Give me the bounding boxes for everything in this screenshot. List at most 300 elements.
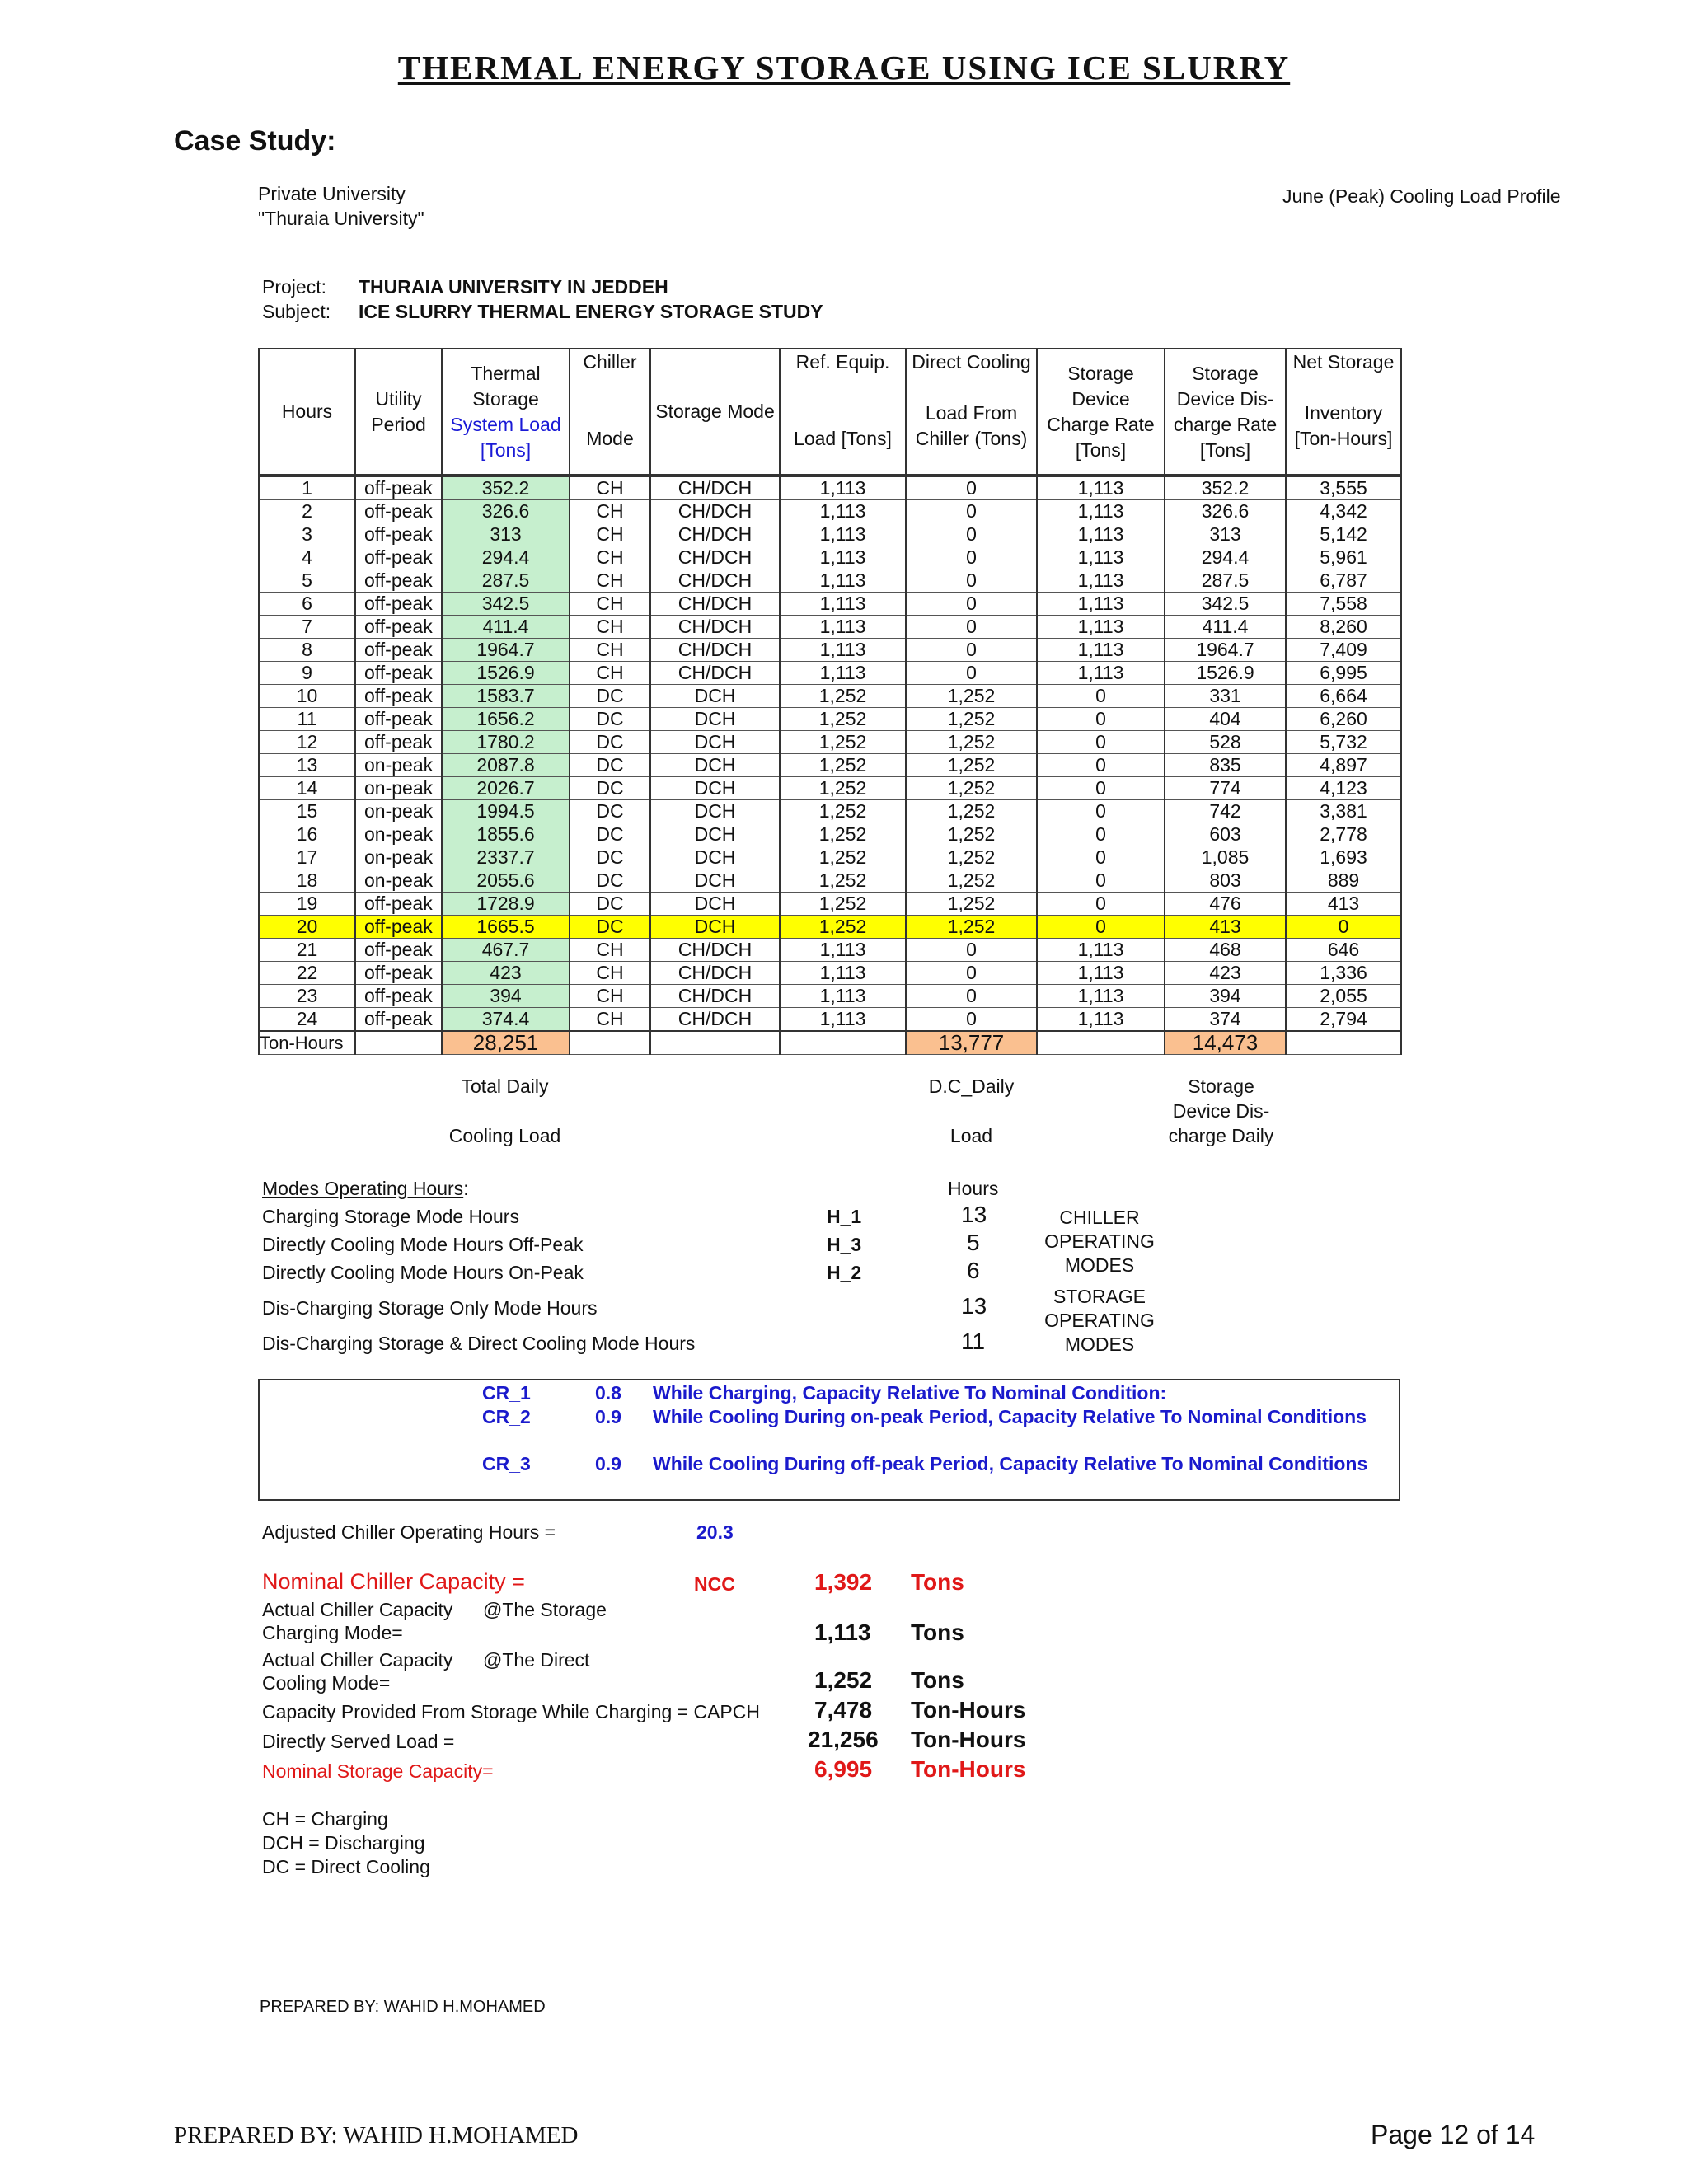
- cell-net-inventory: 1,693: [1286, 846, 1401, 869]
- cell-storage-mode: DCH: [650, 869, 780, 893]
- cell-system-load: 1780.2: [442, 731, 570, 754]
- modes-hours-heading: Hours: [948, 1178, 999, 1199]
- cell-system-load: 1855.6: [442, 823, 570, 846]
- cell-storage-mode: CH/DCH: [650, 962, 780, 985]
- cell-discharge-rate: 313: [1165, 523, 1286, 546]
- cell-hour: 2: [259, 500, 355, 523]
- discharge-daily-label: Storage Device Dis- charge Daily: [1168, 1076, 1274, 1146]
- cell-storage-mode: CH/DCH: [650, 546, 780, 569]
- mode-label-1: Charging Storage Mode Hours: [262, 1206, 519, 1227]
- table-row: [259, 685, 1401, 708]
- cell-direct-cooling: 0: [906, 546, 1037, 569]
- cooling-load-table: [258, 348, 1402, 1055]
- cell-discharge-rate: 423: [1165, 962, 1286, 985]
- cell-net-inventory: 5,142: [1286, 523, 1401, 546]
- cell-storage-mode: DCH: [650, 754, 780, 777]
- cell-hour: 1: [259, 476, 355, 500]
- cr2-value: 0.9: [595, 1406, 621, 1427]
- cell-charge-rate: 0: [1037, 823, 1165, 846]
- cell-utility-period: off-peak: [355, 962, 442, 985]
- cell-hour: 12: [259, 731, 355, 754]
- header-hours: Hours: [259, 349, 355, 475]
- footer-prepared-by: PREPARED BY: WAHID H.MOHAMED: [174, 2122, 579, 2149]
- cell-charge-rate: 0: [1037, 754, 1165, 777]
- cell-discharge-rate: 803: [1165, 869, 1286, 893]
- table-body: [259, 476, 1401, 1055]
- cell-discharge-rate: 374: [1165, 1008, 1286, 1032]
- cell-hour: 10: [259, 685, 355, 708]
- cell-ref-load: 1,113: [780, 1008, 906, 1032]
- cell-hour: 14: [259, 777, 355, 800]
- cell-storage-mode: DCH: [650, 893, 780, 916]
- cell-direct-cooling: 0: [906, 476, 1037, 500]
- nominal-storage-label: Nominal Storage Capacity=: [262, 1760, 494, 1782]
- cell-net-inventory: 3,555: [1286, 476, 1401, 500]
- cell-hour: 7: [259, 616, 355, 639]
- project-value: THURAIA UNIVERSITY IN JEDDEH: [359, 276, 668, 298]
- cell-utility-period: off-peak: [355, 593, 442, 616]
- cell-ref-load: 1,252: [780, 823, 906, 846]
- cell-system-load: 1665.5: [442, 916, 570, 939]
- cell-system-load: 411.4: [442, 616, 570, 639]
- cell-storage-mode: CH/DCH: [650, 1008, 780, 1032]
- cell-utility-period: on-peak: [355, 800, 442, 823]
- table-row: [259, 546, 1401, 569]
- cell-utility-period: off-peak: [355, 616, 442, 639]
- direct-load-label: Directly Served Load =: [262, 1731, 455, 1752]
- legend-dch: DCH = Discharging: [262, 1832, 425, 1854]
- cell-net-inventory: 2,794: [1286, 1008, 1401, 1032]
- cell-direct-cooling: 1,252: [906, 754, 1037, 777]
- subject-value: ICE SLURRY THERMAL ENERGY STORAGE STUDY: [359, 301, 823, 322]
- table-row: [259, 939, 1401, 962]
- cell-charge-rate: 0: [1037, 846, 1165, 869]
- cell-ref-load: 1,113: [780, 962, 906, 985]
- cell-hour: 6: [259, 593, 355, 616]
- adjusted-hours-value: 20.3: [696, 1521, 734, 1543]
- table-row: [259, 777, 1401, 800]
- cell-discharge-rate: 774: [1165, 777, 1286, 800]
- cell-chiller-mode: DC: [570, 823, 650, 846]
- cell-system-load: 1964.7: [442, 639, 570, 662]
- cell-charge-rate: 1,113: [1037, 939, 1165, 962]
- cell-ref-load: 1,113: [780, 985, 906, 1008]
- cell-storage-mode: CH/DCH: [650, 985, 780, 1008]
- header-net-inventory: Net Storage Inventory [Ton-Hours]: [1286, 349, 1401, 475]
- cell-chiller-mode: DC: [570, 708, 650, 731]
- cell-chiller-mode: CH: [570, 939, 650, 962]
- table-row: [259, 1008, 1401, 1032]
- cell-storage-mode: CH/DCH: [650, 662, 780, 685]
- header-direct-cooling: Direct Cooling Load From Chiller (Tons): [906, 349, 1037, 475]
- mode-label-5: Dis-Charging Storage & Direct Cooling Mode Hours: [262, 1333, 696, 1354]
- cell-storage-mode: CH/DCH: [650, 616, 780, 639]
- cell-direct-cooling: 1,252: [906, 800, 1037, 823]
- cell-ref-load: 1,113: [780, 616, 906, 639]
- cell-direct-cooling: 0: [906, 500, 1037, 523]
- cell-net-inventory: 6,787: [1286, 569, 1401, 593]
- cell-ref-load: 1,252: [780, 893, 906, 916]
- cell-chiller-mode: DC: [570, 893, 650, 916]
- cell-system-load: 1994.5: [442, 800, 570, 823]
- header-charge-rate: Storage Device Charge Rate [Tons]: [1037, 349, 1165, 475]
- table-row: [259, 893, 1401, 916]
- totals-row: [259, 1031, 1401, 1055]
- dc-daily-label: D.C_Daily Load: [928, 1076, 1015, 1146]
- cell-charge-rate: 1,113: [1037, 523, 1165, 546]
- cell-chiller-mode: CH: [570, 593, 650, 616]
- cell-ref-load: 1,113: [780, 939, 906, 962]
- mode-code-3: H_2: [827, 1262, 862, 1283]
- header-storage-mode: Storage Mode: [650, 349, 780, 475]
- mode-code-1: H_1: [827, 1206, 862, 1227]
- cell-charge-rate: 1,113: [1037, 962, 1165, 985]
- cell-ref-load: 1,113: [780, 500, 906, 523]
- cell-chiller-mode: CH: [570, 639, 650, 662]
- legend-ch: CH = Charging: [262, 1808, 388, 1830]
- cell-direct-cooling: 1,252: [906, 731, 1037, 754]
- subject-label: Subject:: [262, 301, 331, 322]
- table-row: [259, 708, 1401, 731]
- cell-system-load: 313: [442, 523, 570, 546]
- header-system-load: Thermal Storage System Load [Tons]: [442, 349, 570, 475]
- cell-chiller-mode: DC: [570, 777, 650, 800]
- cell-storage-mode: DCH: [650, 846, 780, 869]
- ncc-label: Nominal Chiller Capacity =: [262, 1569, 525, 1594]
- actual-direct-line1: Actual Chiller Capacity: [262, 1649, 453, 1671]
- cell-ref-load: 1,113: [780, 523, 906, 546]
- cell-direct-cooling: 1,252: [906, 708, 1037, 731]
- cell-discharge-rate: 352.2: [1165, 476, 1286, 500]
- cell-hour: 3: [259, 523, 355, 546]
- cell-system-load: 294.4: [442, 546, 570, 569]
- cell-system-load: 1656.2: [442, 708, 570, 731]
- table-row: [259, 523, 1401, 546]
- table-row: [259, 593, 1401, 616]
- cell-hour: 13: [259, 754, 355, 777]
- table-row: [259, 846, 1401, 869]
- cell-net-inventory: 4,897: [1286, 754, 1401, 777]
- cell-discharge-rate: 287.5: [1165, 569, 1286, 593]
- header-ref-load: Ref. Equip. Load [Tons]: [780, 349, 906, 475]
- cell-charge-rate: 1,113: [1037, 616, 1165, 639]
- cell-storage-mode: CH/DCH: [650, 476, 780, 500]
- cell-system-load: 287.5: [442, 569, 570, 593]
- cell-utility-period: off-peak: [355, 1008, 442, 1032]
- cell-charge-rate: 0: [1037, 800, 1165, 823]
- total-load-label: Total Daily Cooling Load: [448, 1076, 561, 1146]
- cell-utility-period: off-peak: [355, 916, 442, 939]
- cell-hour: 23: [259, 985, 355, 1008]
- nominal-storage-unit: Ton-Hours: [911, 1756, 1026, 1782]
- cell-chiller-mode: CH: [570, 500, 650, 523]
- cell-chiller-mode: CH: [570, 985, 650, 1008]
- cell-chiller-mode: CH: [570, 476, 650, 500]
- cell-chiller-mode: DC: [570, 800, 650, 823]
- cell-utility-period: off-peak: [355, 662, 442, 685]
- cell-utility-period: off-peak: [355, 939, 442, 962]
- cell-ref-load: 1,252: [780, 777, 906, 800]
- cell-charge-rate: 0: [1037, 731, 1165, 754]
- table-row: [259, 476, 1401, 500]
- cell-discharge-rate: 528: [1165, 731, 1286, 754]
- cell-utility-period: on-peak: [355, 823, 442, 846]
- cr2-desc: While Cooling During on-peak Period, Capacity Relative To Nominal Conditions: [653, 1406, 1367, 1427]
- capch-label: Capacity Provided From Storage While Charging = CAPCH: [262, 1701, 760, 1722]
- cell-chiller-mode: CH: [570, 569, 650, 593]
- cell-discharge-rate: 394: [1165, 985, 1286, 1008]
- cell-ref-load: 1,252: [780, 754, 906, 777]
- org-line-1: Private University: [258, 183, 406, 204]
- cell-hour: 24: [259, 1008, 355, 1032]
- actual-storage-value: 1,113: [814, 1619, 871, 1645]
- cell-net-inventory: 5,961: [1286, 546, 1401, 569]
- cell-discharge-rate: 411.4: [1165, 616, 1286, 639]
- cell-hour: 4: [259, 546, 355, 569]
- cell-charge-rate: 1,113: [1037, 639, 1165, 662]
- mode-label-4: Dis-Charging Storage Only Mode Hours: [262, 1297, 598, 1319]
- table-row: [259, 639, 1401, 662]
- modes-heading: Modes Operating Hours:: [262, 1178, 469, 1199]
- actual-storage-unit: Tons: [911, 1619, 964, 1645]
- cell-utility-period: off-peak: [355, 731, 442, 754]
- cell-chiller-mode: CH: [570, 546, 650, 569]
- cr3-desc: While Cooling During off-peak Period, Capacity Relative To Nominal Conditions: [653, 1453, 1368, 1474]
- header-discharge-rate: Storage Device Dis- charge Rate [Tons]: [1165, 349, 1286, 475]
- cell-direct-cooling: 1,252: [906, 823, 1037, 846]
- cell-net-inventory: 4,342: [1286, 500, 1401, 523]
- cell-charge-rate: 0: [1037, 916, 1165, 939]
- actual-storage-line1: Actual Chiller Capacity: [262, 1599, 453, 1620]
- cell-system-load: 342.5: [442, 593, 570, 616]
- cell-chiller-mode: CH: [570, 962, 650, 985]
- mode-hours-1: 13: [961, 1202, 987, 1227]
- cell-discharge-rate: 331: [1165, 685, 1286, 708]
- cell-net-inventory: 413: [1286, 893, 1401, 916]
- cell-utility-period: on-peak: [355, 846, 442, 869]
- cr3-value: 0.9: [595, 1453, 621, 1474]
- document-title: THERMAL ENERGY STORAGE USING ICE SLURRY: [397, 49, 1291, 87]
- cell-net-inventory: 8,260: [1286, 616, 1401, 639]
- cell-charge-rate: 0: [1037, 708, 1165, 731]
- table-row: [259, 916, 1401, 939]
- cell-system-load: 374.4: [442, 1008, 570, 1032]
- cell-direct-cooling: 0: [906, 523, 1037, 546]
- mode-label-3: Directly Cooling Mode Hours On-Peak: [262, 1262, 584, 1283]
- cell-net-inventory: 7,409: [1286, 639, 1401, 662]
- cell-ref-load: 1,252: [780, 731, 906, 754]
- cell-charge-rate: 0: [1037, 869, 1165, 893]
- project-label: Project:: [262, 276, 326, 298]
- cell-discharge-rate: 342.5: [1165, 593, 1286, 616]
- totals-label: Ton-Hours: [259, 1031, 355, 1055]
- cell-ref-load: 1,113: [780, 476, 906, 500]
- cell-net-inventory: 4,123: [1286, 777, 1401, 800]
- mode-hours-4: 13: [961, 1293, 987, 1319]
- table-row: [259, 731, 1401, 754]
- cell-direct-cooling: 0: [906, 985, 1037, 1008]
- cell-system-load: 352.2: [442, 476, 570, 500]
- direct-load-value: 21,256: [808, 1727, 879, 1752]
- cell-net-inventory: 7,558: [1286, 593, 1401, 616]
- adjusted-hours-label: Adjusted Chiller Operating Hours =: [262, 1521, 556, 1543]
- cell-discharge-rate: 404: [1165, 708, 1286, 731]
- cell-discharge-rate: 1964.7: [1165, 639, 1286, 662]
- table-row: [259, 800, 1401, 823]
- cell-net-inventory: 0: [1286, 916, 1401, 939]
- storage-operating-modes: STORAGE OPERATING MODES: [1044, 1286, 1155, 1355]
- actual-direct-value: 1,252: [814, 1667, 873, 1693]
- direct-load-unit: Ton-Hours: [911, 1727, 1026, 1752]
- cell-utility-period: off-peak: [355, 569, 442, 593]
- cell-direct-cooling: 0: [906, 1008, 1037, 1032]
- ncc-unit: Tons: [911, 1569, 964, 1595]
- cell-system-load: 1728.9: [442, 893, 570, 916]
- nominal-storage-value: 6,995: [814, 1756, 873, 1782]
- cell-discharge-rate: 1526.9: [1165, 662, 1286, 685]
- cell-net-inventory: 3,381: [1286, 800, 1401, 823]
- cell-storage-mode: DCH: [650, 823, 780, 846]
- cell-utility-period: off-peak: [355, 985, 442, 1008]
- cell-chiller-mode: CH: [570, 662, 650, 685]
- cell-system-load: 423: [442, 962, 570, 985]
- cr3-code: CR_3: [482, 1453, 531, 1474]
- cell-discharge-rate: 468: [1165, 939, 1286, 962]
- dc-daily-load: 13,777: [906, 1031, 1037, 1055]
- cell-storage-mode: CH/DCH: [650, 523, 780, 546]
- cell-hour: 15: [259, 800, 355, 823]
- cell-storage-mode: DCH: [650, 708, 780, 731]
- cell-net-inventory: 646: [1286, 939, 1401, 962]
- table-row: [259, 823, 1401, 846]
- cell-net-inventory: 6,995: [1286, 662, 1401, 685]
- prepared-by-inner: PREPARED BY: WAHID H.MOHAMED: [260, 1998, 546, 2016]
- cell-ref-load: 1,252: [780, 685, 906, 708]
- cr2-code: CR_2: [482, 1406, 531, 1427]
- actual-storage-line2: Charging Mode=: [262, 1622, 403, 1643]
- cr1-code: CR_1: [482, 1382, 531, 1404]
- cell-utility-period: on-peak: [355, 754, 442, 777]
- cell-utility-period: on-peak: [355, 869, 442, 893]
- cell-charge-rate: 1,113: [1037, 476, 1165, 500]
- cell-ref-load: 1,252: [780, 869, 906, 893]
- cell-storage-mode: DCH: [650, 685, 780, 708]
- cell-ref-load: 1,113: [780, 569, 906, 593]
- cell-hour: 17: [259, 846, 355, 869]
- cell-ref-load: 1,113: [780, 662, 906, 685]
- cell-direct-cooling: 0: [906, 639, 1037, 662]
- cell-system-load: 2087.8: [442, 754, 570, 777]
- cell-direct-cooling: 1,252: [906, 777, 1037, 800]
- cell-utility-period: off-peak: [355, 708, 442, 731]
- cell-system-load: 2055.6: [442, 869, 570, 893]
- cell-hour: 18: [259, 869, 355, 893]
- cell-storage-mode: CH/DCH: [650, 639, 780, 662]
- cell-direct-cooling: 1,252: [906, 685, 1037, 708]
- cell-chiller-mode: DC: [570, 916, 650, 939]
- cr1-desc: While Charging, Capacity Relative To Nominal Condition:: [653, 1382, 1167, 1404]
- cell-discharge-rate: 742: [1165, 800, 1286, 823]
- cell-storage-mode: CH/DCH: [650, 500, 780, 523]
- cell-utility-period: off-peak: [355, 546, 442, 569]
- cell-direct-cooling: 0: [906, 939, 1037, 962]
- cell-system-load: 2026.7: [442, 777, 570, 800]
- cell-chiller-mode: CH: [570, 1008, 650, 1032]
- cell-chiller-mode: CH: [570, 616, 650, 639]
- cell-storage-mode: DCH: [650, 777, 780, 800]
- cell-chiller-mode: DC: [570, 754, 650, 777]
- cell-storage-mode: DCH: [650, 916, 780, 939]
- org-line-2: "Thuraia University": [258, 208, 424, 229]
- cell-charge-rate: 1,113: [1037, 546, 1165, 569]
- cell-utility-period: off-peak: [355, 685, 442, 708]
- cell-utility-period: off-peak: [355, 523, 442, 546]
- cell-discharge-rate: 294.4: [1165, 546, 1286, 569]
- cell-hour: 11: [259, 708, 355, 731]
- cell-utility-period: on-peak: [355, 777, 442, 800]
- cell-net-inventory: 2,055: [1286, 985, 1401, 1008]
- actual-direct-at: @The Direct: [483, 1649, 590, 1671]
- table-row: [259, 569, 1401, 593]
- cell-ref-load: 1,113: [780, 639, 906, 662]
- cell-discharge-rate: 413: [1165, 916, 1286, 939]
- cell-charge-rate: 1,113: [1037, 500, 1165, 523]
- discharge-daily: 14,473: [1165, 1031, 1286, 1055]
- cr1-value: 0.8: [595, 1382, 621, 1404]
- cell-ref-load: 1,252: [780, 846, 906, 869]
- cell-direct-cooling: 0: [906, 962, 1037, 985]
- cell-ref-load: 1,113: [780, 546, 906, 569]
- cell-storage-mode: CH/DCH: [650, 593, 780, 616]
- cell-ref-load: 1,252: [780, 916, 906, 939]
- cell-hour: 20: [259, 916, 355, 939]
- cell-storage-mode: CH/DCH: [650, 939, 780, 962]
- cell-net-inventory: 1,336: [1286, 962, 1401, 985]
- cell-charge-rate: 1,113: [1037, 569, 1165, 593]
- cell-direct-cooling: 1,252: [906, 846, 1037, 869]
- case-study-heading: Case Study:: [174, 125, 336, 157]
- actual-direct-unit: Tons: [911, 1667, 964, 1693]
- cell-hour: 22: [259, 962, 355, 985]
- ncc-code: NCC: [694, 1573, 735, 1595]
- cell-ref-load: 1,113: [780, 593, 906, 616]
- cell-storage-mode: DCH: [650, 800, 780, 823]
- header-utility-period: Utility Period: [355, 349, 442, 475]
- cell-hour: 5: [259, 569, 355, 593]
- footer-page-number: Page 12 of 14: [1371, 2120, 1536, 2149]
- cell-net-inventory: 889: [1286, 869, 1401, 893]
- cell-hour: 21: [259, 939, 355, 962]
- cell-direct-cooling: 1,252: [906, 893, 1037, 916]
- mode-hours-2: 5: [967, 1230, 980, 1255]
- cell-system-load: 1583.7: [442, 685, 570, 708]
- cell-utility-period: off-peak: [355, 476, 442, 500]
- cell-net-inventory: 5,732: [1286, 731, 1401, 754]
- capch-value: 7,478: [814, 1697, 873, 1722]
- cell-hour: 8: [259, 639, 355, 662]
- cell-net-inventory: 6,260: [1286, 708, 1401, 731]
- mode-hours-3: 6: [967, 1258, 980, 1283]
- table-row: [259, 500, 1401, 523]
- cell-charge-rate: 1,113: [1037, 985, 1165, 1008]
- cell-net-inventory: 2,778: [1286, 823, 1401, 846]
- mode-label-2: Directly Cooling Mode Hours Off-Peak: [262, 1234, 584, 1255]
- cell-discharge-rate: 603: [1165, 823, 1286, 846]
- cell-system-load: 1526.9: [442, 662, 570, 685]
- cell-direct-cooling: 1,252: [906, 869, 1037, 893]
- cell-discharge-rate: 326.6: [1165, 500, 1286, 523]
- cell-chiller-mode: CH: [570, 523, 650, 546]
